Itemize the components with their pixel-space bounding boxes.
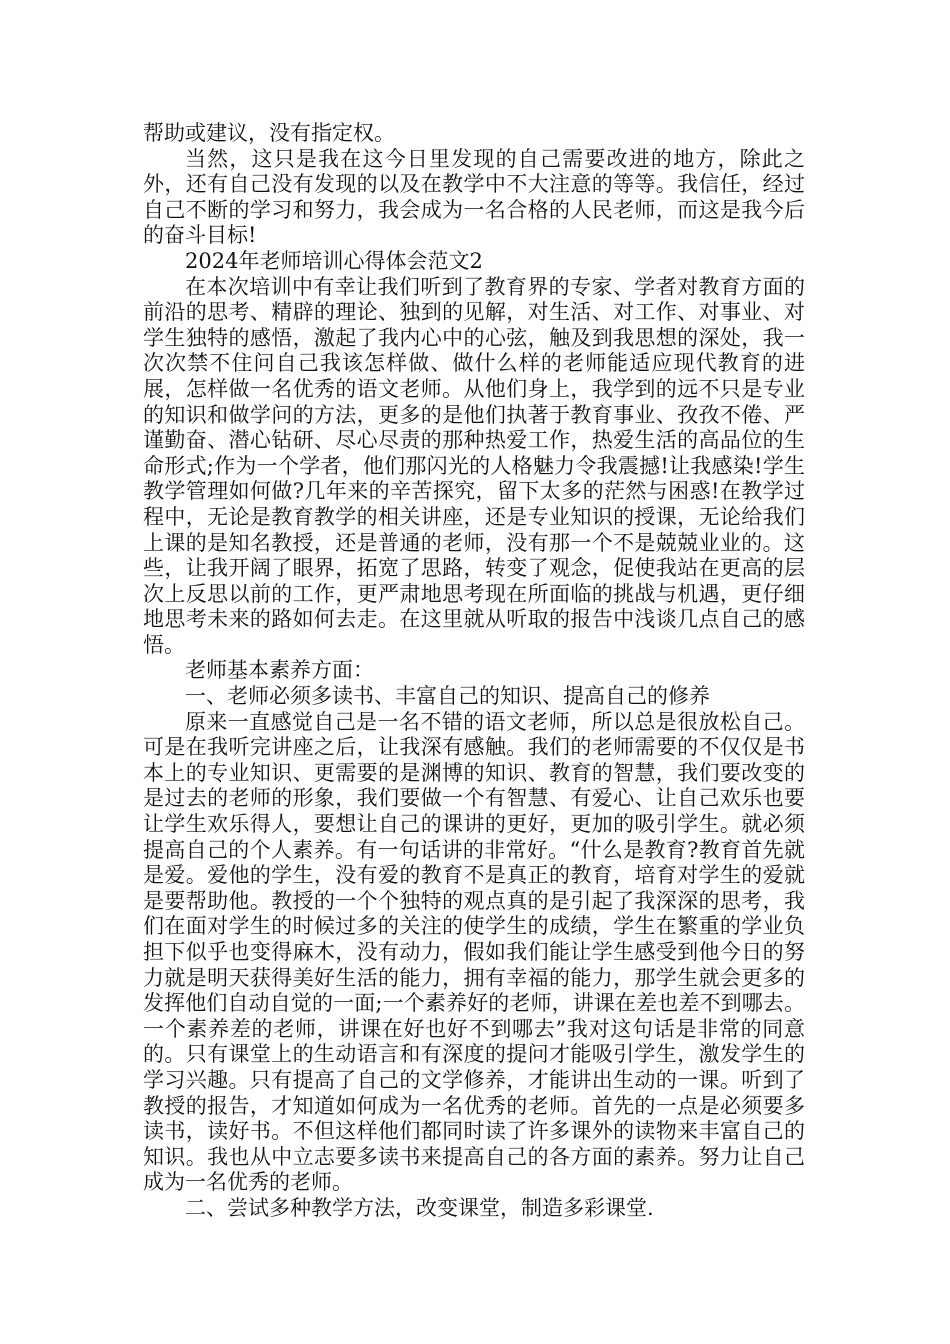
document-body xyxy=(143,121,805,1222)
paragraph-training-reflection: 在本次培训中有幸让我们听到了教育界的专家、学者对教育方面的前沿的思考、精辟的理论、独到的见解，对生活、对工作、对事业、对学生独特的感悟，激起了我内心中的心弦，触及到我思想的深处，我一次次禁不住问自己我该怎样做、做什么样的老师能适应现代教育的进展，怎样做一名优秀的语文老师。从他们身上，我学到的远不只是专业的知识和做学问的方法，更多的是他们执著于教育事业、孜孜不倦、严谨勤奋、潜心钻研、尽心尽责的那种热爱工作，热爱生活的高品位的生命形式;作为一个学者，他们那闪光的人格魅力令我震撼!让我感染!学生教学管理如何做?几年来的辛苦探究，留下太多的茫然与困惑!在教学过程中，无论是教育教学的相关讲座，还是专业知识的授课，无论给我们上课的是知名教授，还是普通的老师，没有那一个不是兢兢业业的。这些，让我开阔了眼界，拓宽了思路，转变了观念，促使我站在更高的层次上反思以前的工作，更严肃地思考现在所面临的挑战与机遇，更仔细地思考未来的路如何去走。在这里就从听取的报告中浅谈几点自己的感悟。 xyxy=(143,274,805,657)
subheading-point-one: 一、老师必须多读书、丰富自己的知识、提高自己的修养 xyxy=(185,684,710,709)
subheading-point-two: 二、尝试多种教学方法，改变课堂，制造多彩课堂. xyxy=(185,1195,654,1220)
section-heading-sample-2: 2024年老师培训心得体会范文2 xyxy=(185,248,483,273)
paragraph-continuation: 帮助或建议，没有指定权。 xyxy=(143,121,395,145)
subheading-basic-qualities: 老师基本素养方面： xyxy=(185,658,374,683)
paragraph-improvement-conclusion: 当然，这只是我在这今日里发现的自己需要改进的地方，除此之外，还有自己没有发现的以及在教学中不大注意的等等。我信任，经过自己不断的学习和努力，我会成为一名合格的人民老师，而这是我今后的奋斗目标! xyxy=(143,146,805,248)
paragraph-reading-and-cultivation: 原来一直感觉自己是一名不错的语文老师，所以总是很放松自己。可是在我听完讲座之后，让我深有感触。我们的老师需要的不仅仅是书本上的专业知识、更需要的是渊博的知识、教育的智慧，我们要改变的是过去的老师的形象，我们要做一个有智慧、有爱心、让自己欢乐也要让学生欢乐得人，要想让自己的课讲的更好，更加的吸引学生。就必须提高自己的个人素养。有一句话讲的非常好。“什么是教育?教育首先就是爱。爱他的学生，没有爱的教育不是真正的教育，培育对学生的爱就是要帮助他。教授的一个个独特的观点真的是引起了我深深的思考，我们在面对学生的时候过多的关注的使学生的成绩，学生在繁重的学业负担下似乎也变得麻木，没有动力，假如我们能让学生感受到他今日的努力就是明天获得美好生活的能力，拥有幸福的能力，那学生就会更多的发挥他们自动自觉的一面;一个素养好的老师，讲课在差也差不到哪去。一个素养差的老师，讲课在好也好不到哪去”我对这句话是非常的同意的。只有课堂上的生动语言和有深度的提问才能吸引学生，激发学生的学习兴趣。只有提高了自己的文学修养，才能讲出生动的一课。听到了教授的报告，才知道如何成为一名优秀的老师。首先的一点是必须要多读书，读好书。不但这样他们都同时读了许多课外的读物来丰富自己的知识。我也从中立志要多读书来提高自己的各方面的素养。努力让自己成为一名优秀的老师。 xyxy=(143,709,805,1195)
